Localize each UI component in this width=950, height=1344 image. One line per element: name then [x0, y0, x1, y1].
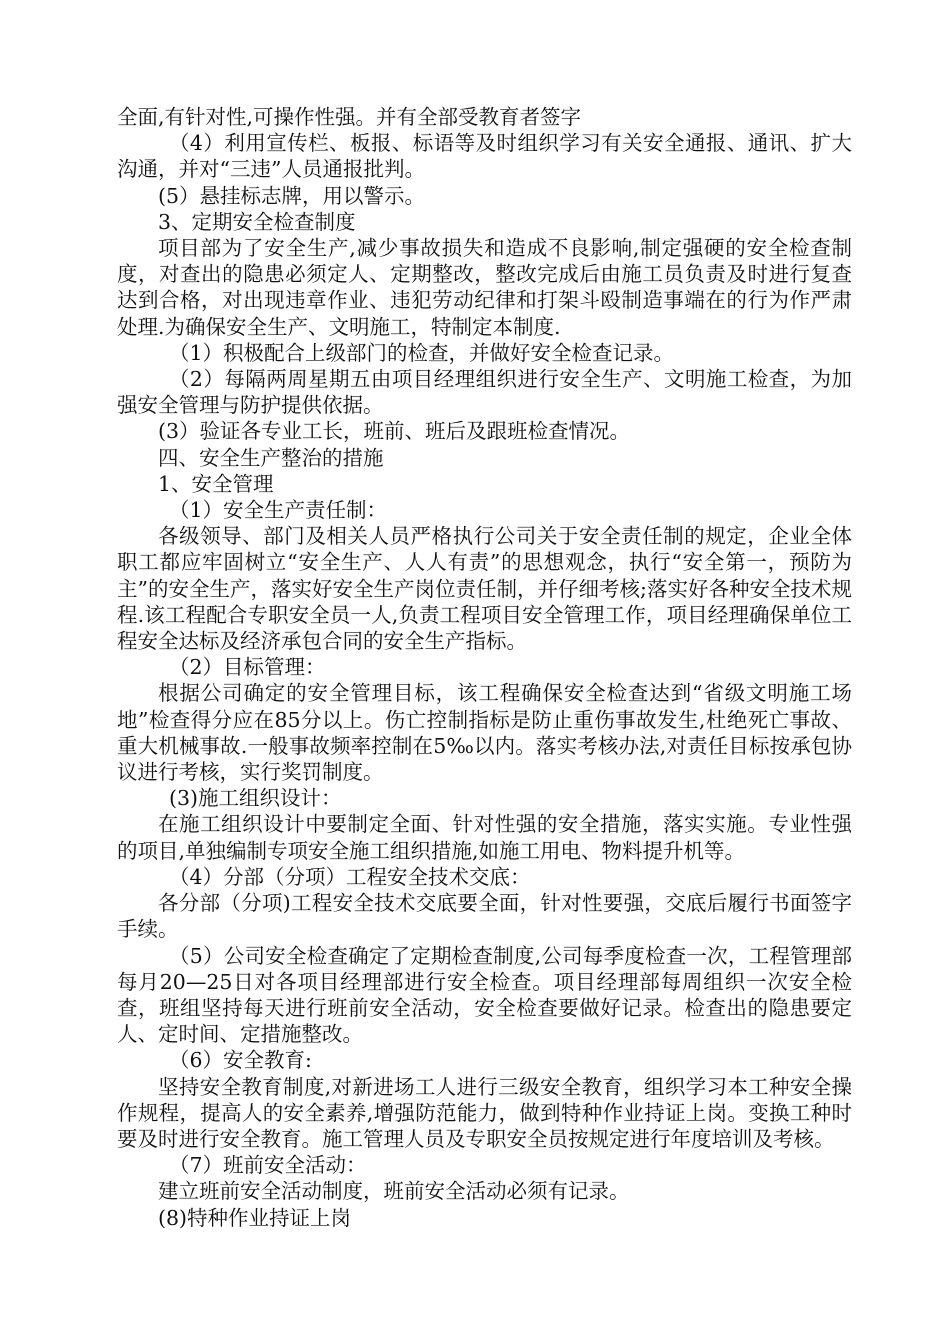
- list-item-4: （4）利用宣传栏、板报、标语等及时组织学习有关安全通报、通讯、扩大沟通，并对“三违”人员通报批判。: [117, 131, 852, 182]
- list-item-2: （2）每隔两周星期五由项目经理组织进行安全生产、文明施工检查，为加强安全管理与防护提供依据。: [117, 367, 852, 418]
- item-heading-7: （7）班前安全活动：: [169, 1153, 367, 1178]
- subsection-heading-1: 1、安全管理: [158, 471, 274, 496]
- paragraph-education: 坚持安全教育制度,对新进场工人进行三级安全教育，组织学习本工种安全操作规程，提高人的安全素养,增强防范能力，做到特种作业持证上岗。变换工种时要及时进行安全教育。施工管理人员及专职安全员按规定进行年度培训及考核。: [117, 1074, 852, 1151]
- paragraph-disclosure: 各分部（分项)工程安全技术交底要全面，针对性要强，交底后履行书面签字手续。: [117, 891, 852, 942]
- item-heading-1: （1）安全生产责任制：: [169, 498, 388, 523]
- section-heading-4: 四、安全生产整治的措施: [158, 445, 384, 470]
- item-heading-4: （4）分部（分项）工程安全技术交底：: [169, 864, 531, 889]
- list-item-5: (5）悬挂标志牌，用以警示。: [158, 183, 426, 208]
- list-item-3: (3）验证各专业工长，班前、班后及跟班检查情况。: [158, 419, 631, 444]
- paragraph-target: 根据公司确定的安全管理目标，该工程确保安全检查达到“省级文明施工场地”检查得分应在85分以上。伤亡控制指标是防止重伤事故发生,杜绝死亡事故、重大机械事故.一般事故频率控制在5‰以内。落实考核办法,对责任目标按承包协议进行考核，实行奖罚制度。: [117, 681, 852, 785]
- paragraph-responsibility: 各级领导、部门及相关人员严格执行公司关于安全责任制的规定，企业全体职工都应牢固树立“安全生产、人人有责”的思想观念，执行“安全第一，预防为主”的安全生产，落实好安全生产岗位责任制，并仔细考核;落实好各种安全技术规程.该工程配合专职安全员一人,负责工程项目安全管理工作，项目经理确保单位工程安全达标及经济承包合同的安全生产指标。: [117, 524, 852, 654]
- paragraph-inspection-system: 项目部为了安全生产,减少事故损失和造成不良影响,制定强硬的安全检查制度，对查出的隐患必须定人、定期整改，整改完成后由施工员负责及时进行复查达到合格，对出现违章作业、违犯劳动纪律和打架斗殴制造事端在的行为作严肃处理.为确保安全生产、文明施工，特制定本制度.: [117, 236, 852, 339]
- paragraph-construction-design: 在施工组织设计中要制定全面、针对性强的安全措施，落实实施。专业性强的项目,单独编制专项安全施工组织措施,如施工用电、物料提升机等。: [117, 812, 852, 863]
- item-heading-6: （6）安全教育:: [169, 1048, 312, 1073]
- list-item-1: （1）积极配合上级部门的检查，并做好安全检查记录。: [169, 340, 675, 365]
- document-body: [117, 104, 852, 1231]
- item-heading-3: (3)施工组织设计：: [169, 786, 342, 811]
- item-heading-8: (8)特种作业持证上岗: [158, 1205, 352, 1230]
- paragraph-pre-shift: 建立班前安全活动制度，班前安全活动必须有记录。: [158, 1179, 630, 1204]
- section-heading-3: 3、定期安全检查制度: [158, 209, 356, 234]
- item-heading-2: （2）目标管理：: [169, 655, 326, 680]
- paragraph-continuation: 全面,有针对性,可操作性强。并有全部受教育者签字: [117, 105, 582, 129]
- item-paragraph-5: （5）公司安全检查确定了定期检查制度,公司每季度检查一次，工程管理部每月20—25日对各项目经理部进行安全检查。项目经理部每周组织一次安全检查，班组坚持每天进行班前安全活动，安全检查要做好记录。检查出的隐患要定人、定时间、定措施整改。: [117, 943, 852, 1047]
